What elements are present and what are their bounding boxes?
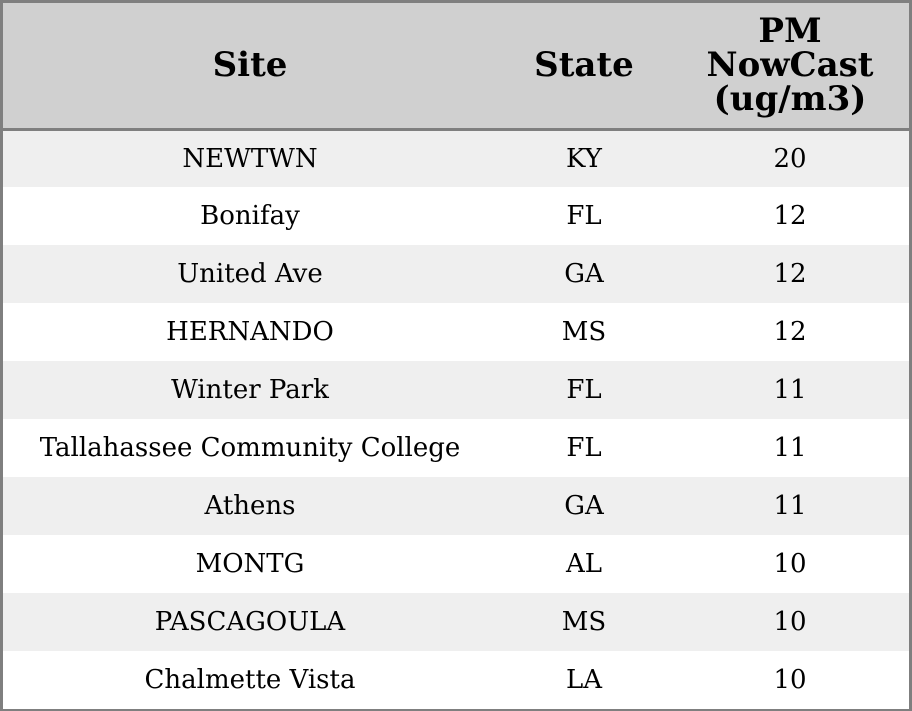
site-cell: Tallahassee Community College bbox=[39, 433, 461, 463]
table-row bbox=[3, 593, 909, 651]
state-cell: FL bbox=[566, 375, 602, 405]
table-body bbox=[3, 129, 909, 709]
site-cell: Winter Park bbox=[171, 375, 329, 405]
site-cell: United Ave bbox=[177, 259, 323, 289]
header-row bbox=[3, 3, 909, 129]
column-header-pm-line-1: PM bbox=[758, 11, 822, 52]
column-header-pm-line-3: (ug/m3) bbox=[713, 79, 867, 120]
table-header bbox=[3, 3, 909, 129]
pm-value-cell: 10 bbox=[773, 665, 807, 695]
site-cell: PASCAGOULA bbox=[154, 607, 346, 637]
site-cell: MONTG bbox=[195, 549, 305, 579]
state-cell: LA bbox=[565, 665, 603, 695]
table-row bbox=[3, 245, 909, 303]
site-cell: Chalmette Vista bbox=[144, 665, 356, 695]
state-cell: GA bbox=[564, 259, 604, 289]
table-row bbox=[3, 303, 909, 361]
table-row bbox=[3, 187, 909, 245]
table-row bbox=[3, 129, 909, 187]
table-row bbox=[3, 535, 909, 593]
table-row bbox=[3, 477, 909, 535]
pm-value-cell: 12 bbox=[773, 317, 807, 347]
state-cell: AL bbox=[565, 549, 603, 579]
column-header-state: State bbox=[497, 3, 671, 129]
state-cell: MS bbox=[561, 317, 607, 347]
state-cell: MS bbox=[561, 607, 607, 637]
pm-value-cell: 12 bbox=[773, 259, 807, 289]
site-cell: Bonifay bbox=[200, 201, 300, 231]
state-cell: FL bbox=[566, 201, 602, 231]
column-header-pm-nowcast bbox=[671, 3, 909, 129]
state-cell: FL bbox=[566, 433, 602, 463]
state-cell: KY bbox=[566, 143, 602, 174]
table-row bbox=[3, 651, 909, 709]
column-header-site: Site bbox=[3, 3, 497, 129]
state-cell: GA bbox=[564, 491, 604, 521]
table-row bbox=[3, 361, 909, 419]
column-header-pm-line-2: NowCast bbox=[706, 45, 874, 86]
site-cell: NEWTWN bbox=[182, 143, 318, 174]
pm-value-cell: 10 bbox=[773, 607, 807, 637]
pm-value-cell: 11 bbox=[773, 375, 807, 405]
pm-value-cell: 12 bbox=[773, 201, 807, 231]
pm-nowcast-table bbox=[3, 3, 909, 709]
site-cell: HERNANDO bbox=[166, 317, 334, 347]
site-cell: Athens bbox=[204, 491, 296, 521]
pm-value-cell: 11 bbox=[773, 433, 807, 463]
pm-value-cell: 10 bbox=[773, 549, 807, 579]
table-row bbox=[3, 419, 909, 477]
pm-value-cell: 20 bbox=[773, 143, 807, 174]
pm-value-cell: 11 bbox=[773, 491, 807, 521]
